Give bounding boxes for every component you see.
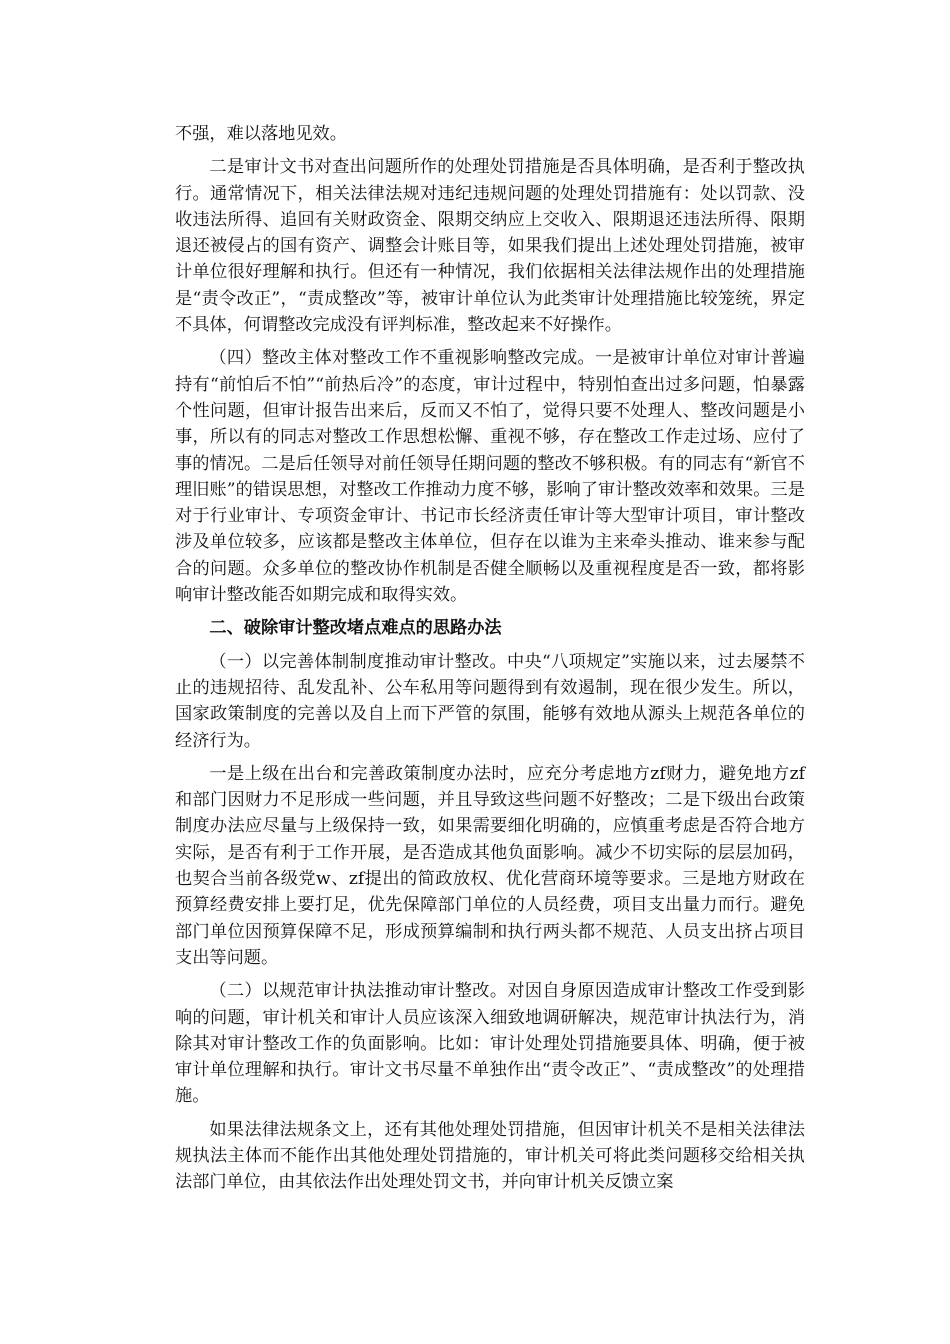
paragraph-measure-two: （二）以规范审计执法推动审计整改。对因自身原因造成审计整改工作受到影响的问题，审计机关和审计人员应该深入细致地调研解决，规范审计执法行为，消除其对审计整改工作的负面影响。比如：审计处理处罚措施要具体、明确，便于被审计单位理解和执行。审计文书尽量不单独作出“责令改正”、“责成整改”的处理措施。 <box>175 981 805 1107</box>
paragraph-measure-one: （一）以完善体制制度推动审计整改。中央“八项规定”实施以来，过去屡禁不止的违规招待、乱发乱补、公车私用等问题得到有效遏制，现在很少发生。所以，国家政策制度的完善以及自上而下严管的氛围，能够有效地从源头上规范各单位的经济行为。 <box>175 651 805 751</box>
paragraph-transfer-cases: 如果法律法规条文上，还有其他处理处罚措施，但因审计机关不是相关法律法规执法主体而不能作出其他处理处罚措施的，审计机关可将此类问题移交给相关执法部门单位，由其依法作出处理处罚文书，并向审计机关反馈立案 <box>175 1119 805 1193</box>
paragraph-audit-documents: 二是审计文书对查出问题所作的处理处罚措施是否具体明确，是否利于整改执行。通常情况下，相关法律法规对违纪违规问题的处理处罚措施有：处以罚款、没收违法所得、追回有关财政资金、限期交纳应上交收入、限期退还违法所得、限期退还被侵占的国有资产、调整会计账目等，如果我们提出上述处理处罚措施，被审计单位很好理解和执行。但还有一种情况，我们依据相关法律法规作出的处理措施是“责令改正”，“责成整改”等，被审计单位认为此类审计处理措施比较笼统，界定不具体，何谓整改完成没有评判标准，整改起来不好操作。 <box>175 157 805 336</box>
paragraph-policy-details: 一是上级在出台和完善政策制度办法时，应充分考虑地方zf财力，避免地方zf和部门因财力不足形成一些问题，并且导致这些问题不好整改；二是下级出台政策制度办法应尽量与上级保持一致，如果需要细化明确的，应慎重考虑是否符合地方实际，是否有利于工作开展，是否造成其他负面影响。减少不切实际的层层加码，也契合当前各级党w、zf提出的简政放权、优化营商环境等要求。三是地方财政在预算经费安排上要打足，优先保障部门单位的人员经费，项目支出量力而行。避免部门单位因预算保障不足，形成预算编制和执行两头都不规范、人员支出挤占项目支出等问题。 <box>175 763 805 968</box>
section-heading: 二、破除审计整改堵点难点的思路办法 <box>209 618 502 639</box>
document-body <box>175 121 805 1203</box>
paragraph-section-four: （四）整改主体对整改工作不重视影响整改完成。一是被审计单位对审计普遍持有“前怕后不怕”“前热后冷”的态度，审计过程中，特别怕查出过多问题，怕暴露个性问题，但审计报告出来后，反而又不怕了，觉得只要不处理人、整改问题是小事，所以有的同志对整改工作思想松懈、重视不够，存在整改工作走过场、应付了事的情况。二是后任领导对前任领导任期问题的整改不够积极。有的同志有“新官不理旧账”的错误思想，对整改工作推动力度不够，影响了审计整改效率和效果。三是对于行业审计、专项资金审计、书记市长经济责任审计等大型审计项目，审计整改涉及单位较多，应该都是整改主体单位，但存在以谁为主来牵头推动、谁来参与配合的问题。众多单位的整改协作机制是否健全顺畅以及重视程度是否一致，都将影响审计整改能否如期完成和取得实效。 <box>175 348 805 606</box>
paragraph-continuation: 不强，难以落地见效。 <box>175 124 347 144</box>
